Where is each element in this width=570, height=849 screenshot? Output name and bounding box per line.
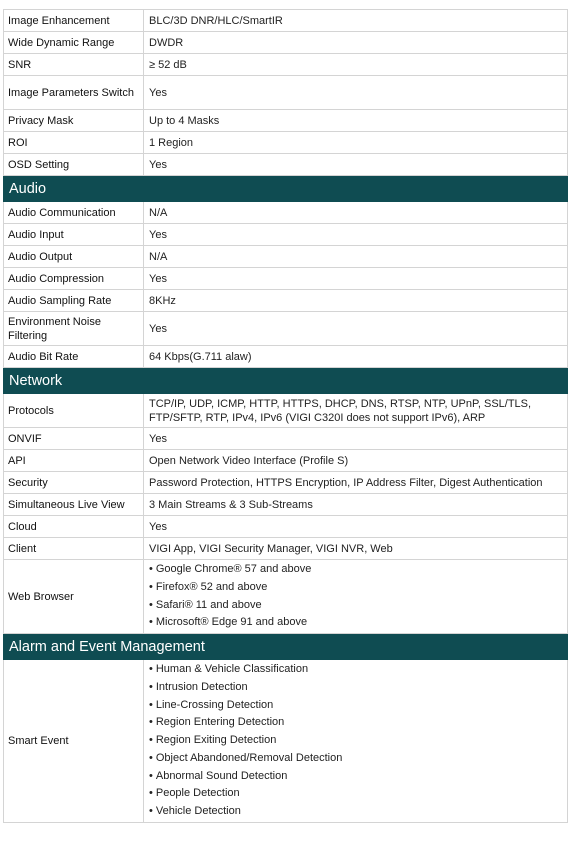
section-header-network — [4, 368, 568, 394]
spec-value: Yes — [144, 224, 568, 246]
spec-label: Environment Noise Filtering — [4, 312, 144, 346]
list-item: • Microsoft® Edge 91 and above — [149, 614, 562, 632]
spec-label: Audio Sampling Rate — [4, 290, 144, 312]
spec-row — [4, 516, 568, 538]
section-header-alarm — [4, 634, 568, 660]
spec-row — [4, 472, 568, 494]
spec-label: API — [4, 450, 144, 472]
spec-value: ≥ 52 dB — [144, 54, 568, 76]
spec-value: N/A — [144, 246, 568, 268]
spec-value: Yes — [144, 76, 568, 110]
spec-label: Audio Communication — [4, 202, 144, 224]
spec-label: Image Parameters Switch — [4, 76, 144, 110]
section-title: Alarm and Event Management — [4, 634, 568, 660]
list-item: • Line-Crossing Detection — [149, 697, 562, 715]
spec-label: Smart Event — [4, 660, 144, 823]
spec-label: Wide Dynamic Range — [4, 32, 144, 54]
spec-label: OSD Setting — [4, 154, 144, 176]
spec-row — [4, 54, 568, 76]
spec-row — [4, 268, 568, 290]
list-item: • Human & Vehicle Classification — [149, 661, 562, 679]
spec-sheet — [3, 9, 568, 823]
spec-value: Yes — [144, 268, 568, 290]
spec-value: N/A — [144, 202, 568, 224]
spec-label: SNR — [4, 54, 144, 76]
spec-row — [4, 10, 568, 32]
spec-row — [4, 246, 568, 268]
spec-row — [4, 428, 568, 450]
spec-label: Image Enhancement — [4, 10, 144, 32]
spec-row — [4, 450, 568, 472]
list-item: • Region Exiting Detection — [149, 732, 562, 750]
spec-label: ROI — [4, 132, 144, 154]
list-item: • Firefox® 52 and above — [149, 579, 562, 597]
list-item: • Region Entering Detection — [149, 714, 562, 732]
spec-row — [4, 76, 568, 110]
list-item: • Intrusion Detection — [149, 679, 562, 697]
spec-row — [4, 32, 568, 54]
spec-row — [4, 346, 568, 368]
spec-value: 64 Kbps(G.711 alaw) — [144, 346, 568, 368]
spec-row — [4, 538, 568, 560]
spec-label: Audio Bit Rate — [4, 346, 144, 368]
spec-label: Security — [4, 472, 144, 494]
spec-value-list — [144, 560, 568, 634]
spec-value: 8KHz — [144, 290, 568, 312]
list-item: • Google Chrome® 57 and above — [149, 561, 562, 579]
spec-row — [4, 224, 568, 246]
spec-value: Yes — [144, 154, 568, 176]
spec-label: Protocols — [4, 394, 144, 428]
spec-row — [4, 394, 568, 428]
spec-row-web-browser — [4, 560, 568, 634]
spec-label: Audio Compression — [4, 268, 144, 290]
spec-label: Simultaneous Live View — [4, 494, 144, 516]
spec-label: Privacy Mask — [4, 110, 144, 132]
spec-value: Password Protection, HTTPS Encryption, IP Address Filter, Digest Authentication — [144, 472, 568, 494]
list-item: • People Detection — [149, 785, 562, 803]
section-title: Network — [4, 368, 568, 394]
spec-value: Yes — [144, 516, 568, 538]
spec-value: DWDR — [144, 32, 568, 54]
spec-row — [4, 132, 568, 154]
list-item: • Object Abandoned/Removal Detection — [149, 750, 562, 768]
spec-row — [4, 202, 568, 224]
spec-label: Audio Output — [4, 246, 144, 268]
spec-value-list — [144, 660, 568, 823]
smart-event-list — [149, 661, 562, 820]
spec-row — [4, 154, 568, 176]
list-item: • Abnormal Sound Detection — [149, 768, 562, 786]
spec-value: 3 Main Streams & 3 Sub-Streams — [144, 494, 568, 516]
browser-list — [149, 561, 562, 632]
spec-value: Open Network Video Interface (Profile S) — [144, 450, 568, 472]
spec-label: Cloud — [4, 516, 144, 538]
section-title: Audio — [4, 176, 568, 202]
spec-value: Yes — [144, 428, 568, 450]
spec-value: 1 Region — [144, 132, 568, 154]
spec-value: Yes — [144, 312, 568, 346]
spec-table — [3, 9, 568, 823]
spec-row — [4, 290, 568, 312]
spec-value: BLC/3D DNR/HLC/SmartIR — [144, 10, 568, 32]
section-header-audio — [4, 176, 568, 202]
list-item: • Vehicle Detection — [149, 803, 562, 821]
spec-row — [4, 110, 568, 132]
spec-row-smart-event — [4, 660, 568, 823]
spec-value: TCP/IP, UDP, ICMP, HTTP, HTTPS, DHCP, DNS, RTSP, NTP, UPnP, SSL/TLS, FTP/SFTP, RTP, IPv4, IPv6 (VIGI C320I does not support IPv6), ARP — [144, 394, 568, 428]
spec-label: Web Browser — [4, 560, 144, 634]
list-item: • Safari® 11 and above — [149, 597, 562, 615]
spec-row — [4, 312, 568, 346]
spec-label: Audio Input — [4, 224, 144, 246]
spec-label: ONVIF — [4, 428, 144, 450]
spec-value: VIGI App, VIGI Security Manager, VIGI NVR, Web — [144, 538, 568, 560]
spec-label: Client — [4, 538, 144, 560]
spec-value: Up to 4 Masks — [144, 110, 568, 132]
spec-row — [4, 494, 568, 516]
